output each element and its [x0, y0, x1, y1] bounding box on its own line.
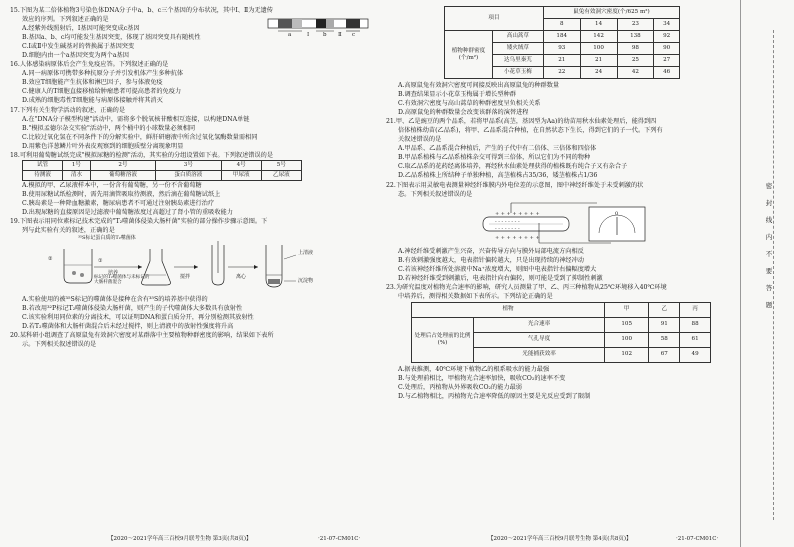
- seal-char: 封: [765, 199, 773, 207]
- nerve-fiber-diagram: [481, 199, 651, 247]
- q23-table: [411, 302, 711, 363]
- table-cell: 102: [605, 347, 649, 362]
- footer-code-left: ·21-07-CM01C·: [318, 536, 361, 542]
- q17-option-c: C.比较过氧化氢在不同条件下的分解实验中，鲜肝研磨液中所含过氧化氢酶数量需相同: [22, 133, 258, 141]
- table-cell: 乙尿液: [261, 170, 301, 180]
- q23-stem-2: 中培养后，测得相关数据如下表所示。下列结论正确的是: [398, 292, 553, 300]
- table-cell: 待测液: [23, 170, 63, 180]
- q20-option-c: C.有效洞穴密度与高山蒿草的种群密度呈负相关关系: [398, 100, 541, 108]
- fig-label-culture: 培养: [108, 270, 119, 277]
- table-row: [412, 317, 711, 332]
- svg-text:- - - - - - - -: - - - - - - - -: [495, 225, 520, 232]
- q21-option-d: D.乙品系植株上所结种子单独种植，高茎植株占35/36，矮茎植株占1/36: [398, 172, 598, 180]
- table-cell: 21: [543, 55, 580, 67]
- q20-stem-2: 示。下列相关叙述错误的是: [22, 341, 97, 349]
- phage-experiment-diagram: [34, 235, 334, 295]
- q18-option-d: D.出现尿糖的直接原因是过滤液中葡萄糖浓度过高超过了肾小管的重吸收能力: [22, 209, 233, 217]
- table-cell: 植物: [412, 302, 605, 317]
- seal-char: 题: [765, 301, 773, 309]
- fig-label-mix: 标记的T₂噬菌体与未标记的大肠杆菌混合: [94, 275, 150, 286]
- table-cell: 46: [654, 67, 680, 79]
- table-cell: 105: [605, 317, 649, 332]
- q17-option-b: B."模拟孟德尔杂交实验"活动中，两个桶中的小球数量必须相同: [22, 124, 196, 132]
- fig-label-i: Ⅰ: [307, 32, 310, 38]
- table-cell: 甲尿液: [221, 170, 261, 180]
- svg-text:+ + + + + + + +: + + + + + + + +: [495, 210, 540, 217]
- table-cell: 14: [580, 19, 617, 31]
- q16-option-b: B.效应T细胞能产生抗体和淋巴因子，参与体液免疫: [22, 79, 163, 87]
- q19-stem-2: 列与此实验有关的叙述，正确的是: [22, 227, 115, 235]
- table-corner: 项目: [445, 7, 544, 31]
- q21-stem-3: 关叙述错误的是: [398, 136, 442, 144]
- q21-option-b: B.甲品系植株与乙品系植株杂交可得到三倍体，所以它们为不同的物种: [398, 154, 591, 162]
- right-column: [386, 6, 731, 401]
- meter-zero-label: 0: [615, 210, 619, 217]
- q16-option-d: D.成熟的细胞毒性T细胞能与病原体接触并将其消灭: [22, 97, 163, 105]
- table-cell: 2号: [90, 160, 155, 170]
- table-cell: 34: [654, 19, 680, 31]
- table-cell: 23: [617, 19, 654, 31]
- table-cell: 丙: [680, 302, 711, 317]
- footer-page-4: 【2020～2021学年高三百校9月联考生物 第4页(共8页)】: [488, 536, 632, 542]
- q16-stem: 16.人体感染病原体后会产生免疫应答。下列叙述正确的是: [10, 61, 169, 69]
- question-20: [10, 331, 370, 349]
- table-cell: 蛋白质溶液: [156, 170, 221, 180]
- q18-stem: 18.可利用葡萄糖试纸完成"模拟尿糖的检测"活动，其实验的分组设置如下表。下列叙述错误的是: [10, 151, 274, 159]
- table-cell: 葡萄糖溶液: [90, 170, 155, 180]
- table-row: [445, 31, 680, 43]
- question-23: [386, 283, 731, 401]
- question-21: [386, 117, 731, 180]
- table-cell: 22: [543, 67, 580, 79]
- table-cell: 49: [680, 347, 711, 362]
- table-cell: 达乌里秦艽: [493, 55, 544, 67]
- table-cell: 气孔导度: [474, 332, 605, 347]
- q23-option-a: A.据表推测，40℃环境下植物乙的根系吸水的能力最强: [398, 365, 550, 373]
- fig-label-step-1: ①: [98, 258, 103, 265]
- q22-option-d: D.若神经纤维受到刺激后，电表指针向右偏转，则可能是受到了抑制性刺激: [398, 274, 603, 282]
- table-row: [23, 160, 302, 170]
- table-cell: 100: [580, 43, 617, 55]
- table-row: [412, 302, 711, 317]
- footer-code-right: ·21-07-CM01C·: [676, 536, 719, 542]
- table-cell: 甲: [605, 302, 649, 317]
- table-cell: 138: [617, 31, 654, 43]
- table-cell: 92: [654, 31, 680, 43]
- table-cell: 5号: [261, 160, 301, 170]
- q15-option-b: B.基因a、b、c均可能发生基因突变，体现了基因突变具有随机性: [22, 34, 201, 42]
- q19-option-b: B.若改用³²P标记T₂噬菌体侵染大肠杆菌，则产生的子代噬菌体大多数具有放射性: [22, 305, 243, 313]
- question-22: [386, 181, 731, 283]
- q15-option-c: C.Ⅰ或Ⅱ中发生碱基对的替换属于基因突变: [22, 43, 135, 51]
- q22-option-c: C.若该神经纤维所处溶液中Na⁺浓度增大，则图中电表指针右偏幅度增大: [398, 265, 597, 273]
- q20-option-d: D.高原鼠兔的种群数量会改变该群落的演替进程: [398, 109, 529, 117]
- q20-table: [444, 6, 680, 79]
- table-cell: 高山蒿草: [493, 31, 544, 43]
- table-group-header: 鼠兔有效洞穴密度(个/625 m²): [543, 7, 679, 19]
- question-15: [10, 6, 370, 60]
- table-cell: 3号: [156, 160, 221, 170]
- q20-option-a: A.高原鼠兔有效洞穴密度可间接反映出高原鼠兔的种群数量: [398, 82, 560, 89]
- table-cell: 91: [649, 317, 680, 332]
- q21-stem-2: 倍体植株幼苗(乙品系)，将甲、乙品系混合种植，在自然状态下生长，得到它们的子一代。下列有: [398, 127, 663, 135]
- q18-option-a: A.模拟的甲、乙尿液样本中，一份含有葡萄糖，另一份不含葡萄糖: [22, 181, 202, 189]
- table-cell: 清水: [63, 170, 91, 180]
- fig-label-supernatant: 上清液: [298, 250, 314, 257]
- table-row: [23, 170, 302, 180]
- q18-option-c: C.胰岛素是一种降血糖激素，糖尿病患者不可通过注射胰岛素进行治疗: [22, 199, 215, 207]
- fig-label-c: c: [352, 32, 356, 38]
- q23-stem-1: 23.为研究温度对植物光合速率的影响，研究人员测量了甲、乙、丙三种植物从25℃环境移入40℃环境: [386, 283, 667, 291]
- table-cell: 67: [649, 347, 680, 362]
- q22-stem-1: 22.下图表示用灵敏电表测量神经纤维膜内外电位差的示意图，图中神经纤维处于未受刺激的状: [386, 181, 644, 189]
- q21-option-c: C.取乙品系的花药经离体培养，再经秋水仙素处理获得的植株既有纯合子又有杂合子: [398, 163, 628, 171]
- table-cell: 98: [617, 43, 654, 55]
- table-cell: 光合速率: [474, 317, 605, 332]
- q15-stem-2: 效应的序列。下列叙述正确的是: [22, 16, 109, 24]
- fig-label-step-2: ②: [48, 256, 53, 263]
- fig-label-ii: Ⅱ: [338, 32, 342, 38]
- q17-option-a: A.在"DNA分子模型构建"活动中，需将多个脱氧核苷酸相互连接，以构建DNA单链: [22, 115, 250, 123]
- q18-table: [22, 160, 302, 181]
- fig-label-labeled-phage: ³⁵S标记蛋白质的T₂噬菌体: [78, 235, 136, 242]
- q21-stem-1: 21.甲、乙是豌豆的两个品系，若将甲品系(高茎，基因型为Aa)的幼苗用秋水仙素处理后，能得到四: [386, 118, 657, 126]
- q23-option-b: B.与处理前相比，甲植物光合速率加快，吸收CO₂的速率不变: [398, 374, 566, 382]
- svg-text:+ + + + + + + +: + + + + + + + +: [495, 234, 540, 241]
- seal-char: 答: [765, 284, 773, 292]
- table-cell: 142: [580, 31, 617, 43]
- seal-char: 线: [765, 216, 773, 224]
- question-17: [10, 106, 370, 151]
- q22-option-a: A.神经纤维受刺激产生兴奋，兴奋传导方向与膜外局部电流方向相反: [398, 247, 584, 255]
- table-cell: 8: [543, 19, 580, 31]
- table-cell: 184: [543, 31, 580, 43]
- table-cell: 试管: [23, 160, 63, 170]
- q18-option-b: B.使用尿糖试纸检测时，需先用滴管吸取待测液，然后滴在葡萄糖试纸上: [22, 190, 221, 198]
- table-cell: 4号: [221, 160, 261, 170]
- seal-notice: [764, 178, 774, 314]
- phage-experiment-figure: [34, 235, 334, 295]
- q19-option-d: D.若T₂噬菌体和大肠杆菌混合后未经过搅拌，则上清液中的放射性强度将升高: [22, 323, 234, 331]
- chromosome-figure: [266, 13, 370, 41]
- q15-stem-1: 15.下图为某二倍体植物3号染色体DNA分子中a、b、c三个基因的分布状况，其中Ⅰ、Ⅱ为无遗传: [10, 7, 273, 14]
- q20-options: [386, 81, 731, 117]
- table-cell: 24: [580, 67, 617, 79]
- seal-char: 要: [765, 267, 773, 275]
- q20-option-b: B.调查结果显示小花草玉梅属于增长型种群: [398, 91, 516, 99]
- table-cell: 88: [680, 317, 711, 332]
- svg-text:- - - - - - - -: - - - - - - - -: [495, 218, 520, 225]
- table-cell: 21: [580, 55, 617, 67]
- q15-option-d: D.细胞内由一个a基因突变为两个a基因: [22, 52, 129, 60]
- q22-stem-2: 态。下列相关叙述错误的是: [398, 190, 473, 198]
- q16-option-c: C.健康人的T细胞直接移植给肿瘤患者可提高患者的免疫力: [22, 88, 182, 96]
- table-cell: 25: [617, 55, 654, 67]
- q21-option-a: A.甲品系、乙品系混合种植后，产生的子代中有二倍体、三倍体和四倍体: [398, 145, 597, 153]
- table-cell: 90: [654, 43, 680, 55]
- table-cell: 93: [543, 43, 580, 55]
- table-row-group-label: 处理后占处理前的比例(%): [412, 317, 474, 362]
- seal-char: 内: [765, 233, 773, 241]
- question-16: [10, 60, 370, 105]
- table-cell: 光能捕获效率: [474, 347, 605, 362]
- q19-stem-1: 19.下图表示用同位素标记技术完成的"T₂噬菌体侵染大肠杆菌"实验的部分操作步骤示意图。下: [10, 218, 268, 226]
- question-18: [10, 151, 370, 217]
- question-19: [10, 217, 370, 331]
- q20-stem-1: 20.某科研小组调查了高原鼠兔有效洞穴密度对某群落中主要植物种群密度的影响，结果如下表所: [10, 332, 274, 340]
- table-cell: 100: [605, 332, 649, 347]
- seal-char: 密: [765, 182, 773, 190]
- table-cell: 42: [617, 67, 654, 79]
- q17-stem: 17.下列有关生物学活动的叙述，正确的是: [10, 106, 126, 114]
- q16-option-a: A.同一病原体可携带多种抗原分子并引发机体产生多种抗体: [22, 70, 184, 78]
- table-cell: 27: [654, 55, 680, 67]
- q17-option-d: D.用紫色洋葱鳞片叶外表皮观察到的细胞质壁分离现象明显: [22, 142, 184, 150]
- q15-option-a: A.经紫外线照射后，Ⅰ基因可能突变成c基因: [22, 25, 140, 33]
- q22-option-b: B.有效刺激强度越大，电表指针偏转越大，只是出现持续的神经冲动: [398, 256, 584, 264]
- q19-option-c: C.该实验利用同位素的分离技术，可以证明DNA和蛋白质分开，再分别检测其放射性: [22, 314, 254, 322]
- seal-char: 不: [765, 250, 773, 258]
- fig-label-stir: 搅拌: [180, 274, 191, 281]
- table-cell: 61: [680, 332, 711, 347]
- fig-label-sediment: 沉淀物: [298, 278, 314, 285]
- table-cell: 矮火绒草: [493, 43, 544, 55]
- fig-label-a: a: [288, 32, 292, 38]
- table-row-group-label: 植物种群密度(个/m²): [445, 31, 493, 79]
- footer-page-3: 【2020～2021学年高三百校9月联考生物 第3页(共8页)】: [108, 536, 252, 542]
- table-cell: 1号: [63, 160, 91, 170]
- table-cell: 58: [649, 332, 680, 347]
- fig-label-b: b: [323, 32, 327, 38]
- nerve-fiber-figure: [481, 199, 651, 247]
- table-cell: 乙: [649, 302, 680, 317]
- q19-option-a: A.实验使用的被³⁵S标记的噬菌体是接种在含有³⁵S的培养基中获得的: [22, 296, 208, 304]
- table-row: [445, 7, 680, 19]
- q23-option-d: D.与乙植物相比，丙植物光合速率降低的原因主要是光反应受到了限制: [398, 393, 591, 401]
- q23-option-c: C.处理后，丙植物从外界吸收CO₂的能力最弱: [398, 383, 522, 391]
- table-cell: 小花草玉梅: [493, 67, 544, 79]
- fig-label-centrifuge: 离心: [236, 274, 247, 281]
- left-column: [10, 6, 370, 349]
